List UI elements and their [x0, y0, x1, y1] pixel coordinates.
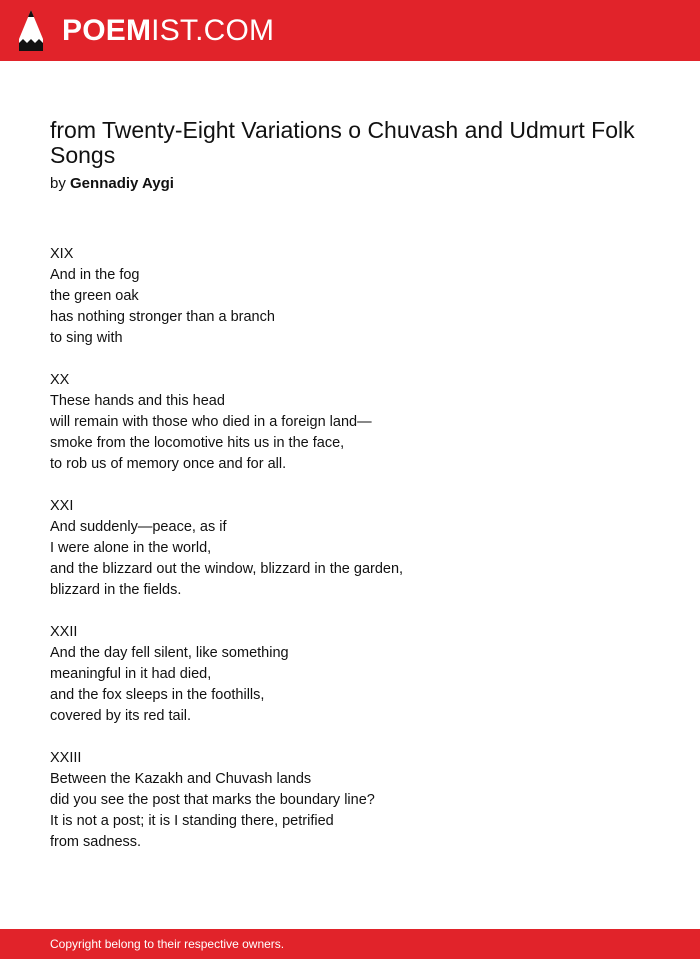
copyright-notice: Copyright belong to their respective owners. [50, 937, 285, 951]
logo-text-light: IST.COM [151, 14, 275, 47]
poem-line: did you see the post that marks the boundary line? [50, 792, 375, 808]
logo-text-bold: POEM [62, 14, 152, 47]
pen-nib-icon [17, 9, 45, 52]
site-footer [0, 929, 700, 959]
author-name: Gennadiy Aygi [70, 175, 174, 192]
stanza-number: XIX [50, 246, 74, 262]
poem-stanza [50, 622, 670, 727]
poem-stanza [50, 244, 670, 349]
poem-line: and the fox sleeps in the foothills, [50, 687, 265, 703]
poem-line: covered by its red tail. [50, 708, 192, 724]
poem-line: has nothing stronger than a branch [50, 309, 275, 325]
stanza-number: XXIII [50, 750, 82, 766]
poem-line: the green oak [50, 288, 139, 304]
site-logo[interactable] [62, 11, 274, 51]
poem-line: And in the fog [50, 267, 140, 283]
poem-line: meaningful in it had died, [50, 666, 212, 682]
poem-stanza [50, 748, 670, 853]
poem-line: I were alone in the world, [50, 540, 212, 556]
poem-line: And suddenly—peace, as if [50, 519, 227, 535]
site-header [0, 0, 700, 61]
poem-stanza [50, 496, 670, 601]
poem-line: will remain with those who died in a foreign land— [50, 414, 372, 430]
poem-line: Between the Kazakh and Chuvash lands [50, 771, 312, 787]
poem-line: It is not a post; it is I standing there, petrified [50, 813, 334, 829]
poem-line: And the day fell silent, like something [50, 645, 289, 661]
stanza-number: XXI [50, 498, 74, 514]
byline [50, 175, 174, 193]
stanza-number: XX [50, 372, 70, 388]
poem-line: These hands and this head [50, 393, 225, 409]
byline-prefix: by [50, 175, 66, 192]
poem-line: smoke from the locomotive hits us in the face, [50, 435, 345, 451]
poem-body [50, 244, 670, 874]
stanza-number: XXII [50, 624, 78, 640]
poem-line: to rob us of memory once and for all. [50, 456, 287, 472]
poem-stanza [50, 370, 670, 475]
poem-line: to sing with [50, 330, 123, 346]
poem-line: and the blizzard out the window, blizzard in the garden, [50, 561, 404, 577]
poem-title: from Twenty-Eight Variations o Chuvash and Udmurt Folk Songs [50, 117, 635, 168]
poem-line: from sadness. [50, 834, 142, 850]
poem-line: blizzard in the fields. [50, 582, 182, 598]
